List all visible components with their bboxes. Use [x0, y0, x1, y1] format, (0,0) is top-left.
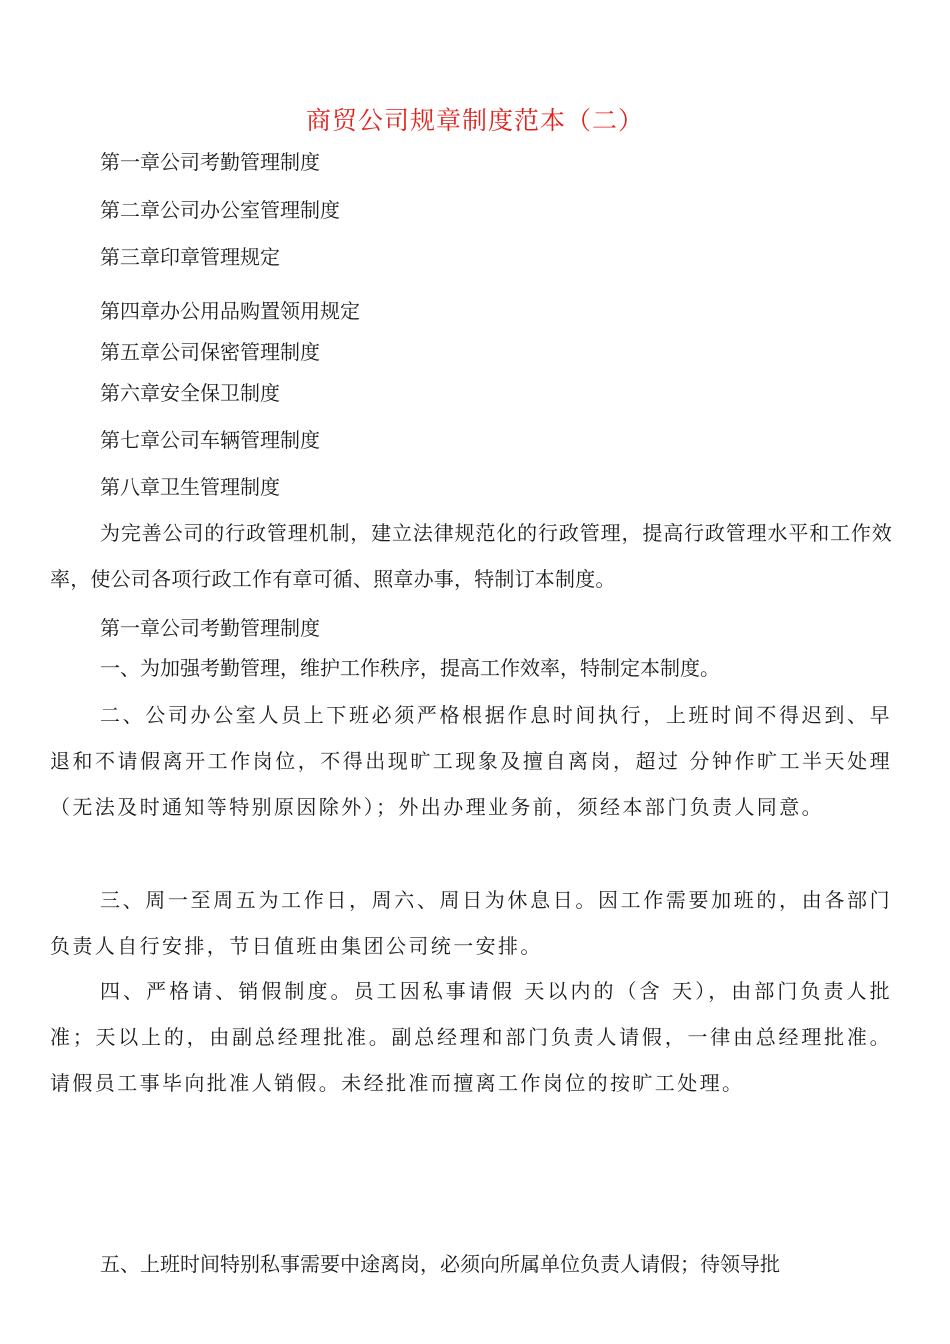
- article-4: 四、严格请、销假制度。员工因私事请假 天以内的（含 天），由部门负责人批准；天以上的，由副总经理批准。副总经理和部门负责人请假，一律由总经理批准。请假员工事毕向批准人销假。未经批准而擅离工作岗位的按旷工处理。: [50, 979, 892, 1095]
- toc-item-chapter-6: 第六章安全保卫制度: [100, 381, 280, 405]
- chapter-1-heading: 第一章公司考勤管理制度: [100, 616, 320, 640]
- toc-item-chapter-1: 第一章公司考勤管理制度: [100, 150, 320, 174]
- article-2: 二、公司办公室人员上下班必须严格根据作息时间执行，上班时间不得迟到、早退和不请假离开工作岗位，不得出现旷工现象及擅自离岗，超过 分钟作旷工半天处理（无法及时通知等特别原因除外）；外出办理业务前，须经本部门负责人同意。: [50, 703, 892, 819]
- toc-item-chapter-7: 第七章公司车辆管理制度: [100, 428, 320, 452]
- article-3: 三、周一至周五为工作日，周六、周日为休息日。因工作需要加班的，由各部门负责人自行安排，节日值班由集团公司统一安排。: [50, 888, 892, 958]
- intro-paragraph: 为完善公司的行政管理机制，建立法律规范化的行政管理，提高行政管理水平和工作效率，使公司各项行政工作有章可循、照章办事，特制订本制度。: [50, 521, 892, 591]
- article-1: 一、为加强考勤管理，维护工作秩序，提高工作效率，特制定本制度。: [100, 656, 720, 680]
- toc-item-chapter-3: 第三章印章管理规定: [100, 245, 280, 269]
- article-5: 五、上班时间特别私事需要中途离岗，必须向所属单位负责人请假；待领导批: [100, 1252, 780, 1276]
- toc-item-chapter-2: 第二章公司办公室管理制度: [100, 198, 340, 222]
- toc-item-chapter-4: 第四章办公用品购置领用规定: [100, 299, 360, 323]
- document-title: 商贸公司规章制度范本（二）: [305, 106, 644, 135]
- toc-item-chapter-5: 第五章公司保密管理制度: [100, 340, 320, 364]
- toc-item-chapter-8: 第八章卫生管理制度: [100, 475, 280, 499]
